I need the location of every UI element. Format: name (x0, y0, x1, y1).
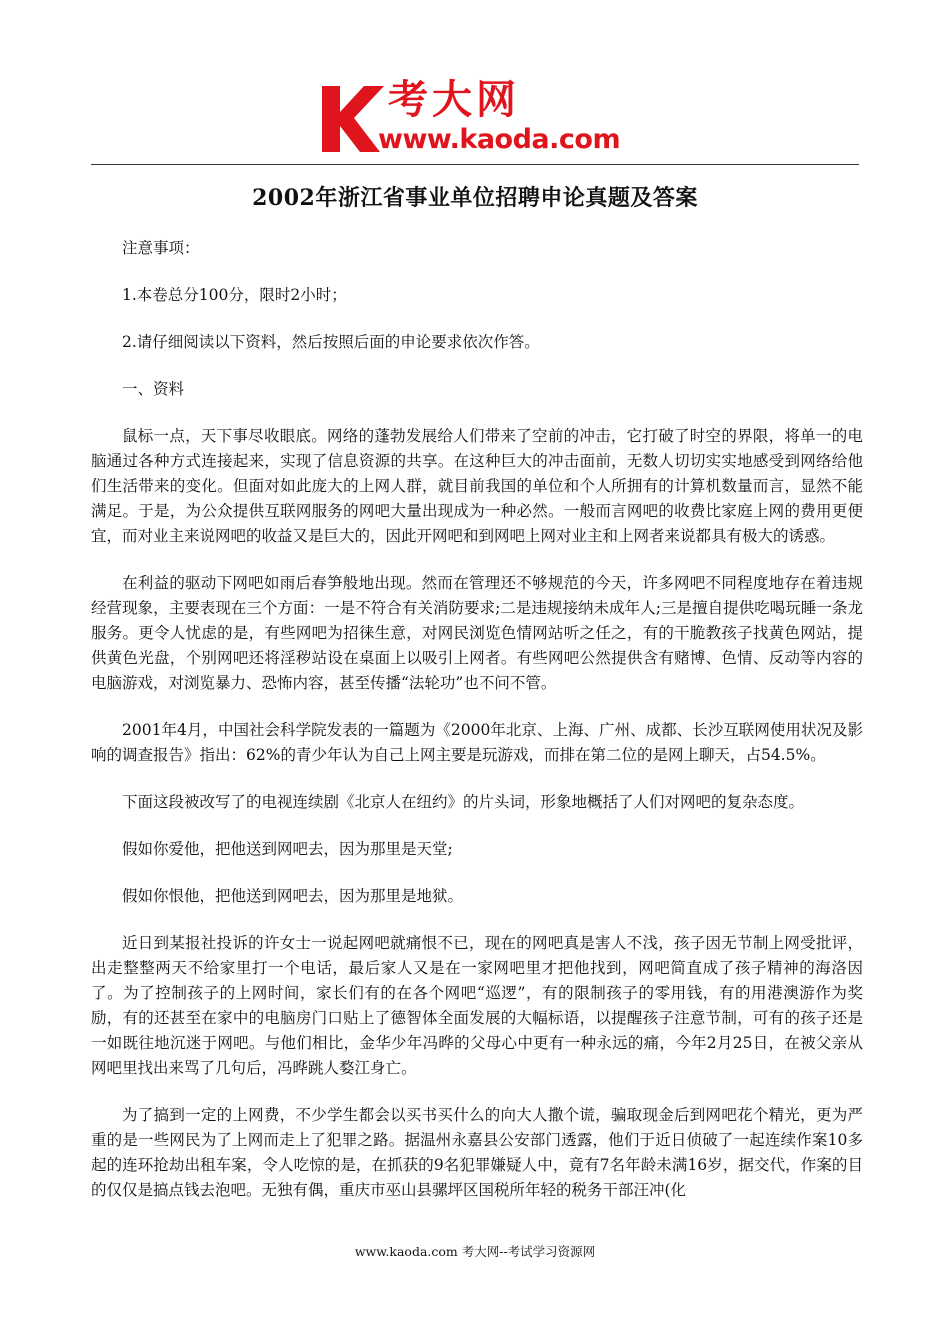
logo-url-text: www.kaoda.com (378, 124, 621, 155)
k-logo-icon (316, 82, 386, 156)
paragraph: 在利益的驱动下网吧如雨后春笋般地出现。然而在管理还不够规范的今天，许多网吧不同程度地存在着违规经营现象，主要表现在三个方面：一是不符合有关消防要求;二是违规接纳未成年人;三是擅自提供吃喝玩睡一条龙服务。更令人忧虑的是，有些网吧为招徕生意，对网民浏览色情网站听之任之，有的干脆教孩子找黄色网站，提供黄色光盘，个别网吧还将淫秽站设在桌面上以吸引上网者。有些网吧公然提供含有赌博、色情、反动等内容的电脑游戏，对浏览暴力、恐怖内容，甚至传播“法轮功”也不问不管。 (91, 574, 863, 692)
paragraph-notice-1: 1.本卷总分100分，限时2小时； (122, 286, 347, 304)
logo-brand-text: 考大网 (388, 77, 520, 123)
document-body (91, 236, 863, 1225)
paragraph: 2001年4月，中国社会科学院发表的一篇题为《2000年北京、上海、广州、成都、长沙互联网使用状况及影响的调查报告》指出：62%的青少年认为自己上网主要是玩游戏，而排在第二位的是网上聊天，占54.5%。 (91, 721, 863, 764)
paragraph: 假如你爱他，把他送到网吧去，因为那里是天堂; (122, 840, 453, 858)
paragraph: 为了搞到一定的上网费，不少学生都会以买书买什么的向大人撒个谎，骗取现金后到网吧花个精光，更为严重的是一些网民为了上网而走上了犯罪之路。据温州永嘉县公安部门透露，他们于近日侦破了一起连续作案10多起的连环抢劫出租车案，令人吃惊的是，在抓获的9名犯罪嫌疑人中，竟有7名年龄未满16岁，据交代，作案的目的仅仅是搞点钱去泡吧。无独有偶，重庆市巫山县骡坪区国税所年轻的税务干部汪冲(化 (91, 1106, 863, 1199)
paragraph: 假如你恨他，把他送到网吧去，因为那里是地狱。 (122, 887, 464, 905)
header-divider (91, 164, 859, 165)
kaoda-logo[interactable] (316, 78, 646, 160)
paragraph: 鼠标一点，天下事尽收眼底。网络的蓬勃发展给人们带来了空前的冲击，它打破了时空的界限，将单一的电脑通过各种方式连接起来，实现了信息资源的共享。在这种巨大的冲击面前，无数人切切实实地感受到网络给他们生活带来的变化。但面对如此庞大的上网人群，就目前我国的单位和个人所拥有的计算机数量而言，显然不能满足。于是，为公众提供互联网服务的网吧大量出现成为一种必然。一般而言网吧的收费比家庭上网的费用更便宜，而对业主来说网吧的收益又是巨大的，因此开网吧和到网吧上网对业主和上网者来说都具有极大的诱惑。 (91, 427, 863, 545)
document-title: 2002年浙江省事业单位招聘申论真题及答案 (252, 185, 698, 211)
paragraph: 近日到某报社投诉的许女士一说起网吧就痛恨不已，现在的网吧真是害人不浅，孩子因无节制上网受批评，出走整整两天不给家里打一个电话，最后家人又是在一家网吧里才把他找到，网吧简直成了孩子精神的海洛因了。为了控制孩子的上网时间，家长们有的在各个网吧“巡逻”，有的限制孩子的零用钱，有的用港澳游作为奖励，有的还甚至在家中的电脑房门口贴上了德智体全面发展的大幅标语，以提醒孩子注意节制，可有的孩子还是一如既往地沉迷于网吧。与他们相比，金华少年冯晔的父母心中更有一种永远的痛，今年2月25日，在被父亲从网吧里找出来骂了几句后，冯晔跳人婺江身亡。 (91, 934, 863, 1077)
paragraph-notice-2: 2.请仔细阅读以下资料，然后按照后面的申论要求依次作答。 (122, 333, 540, 351)
page-footer[interactable]: www.kaoda.com 考大网--考试学习资源网 (354, 1244, 596, 1259)
paragraph: 下面这段被改写了的电视连续剧《北京人在纽约》的片头词，形象地概括了人们对网吧的复杂态度。 (122, 793, 805, 811)
paragraph-notice-heading: 注意事项： (122, 239, 200, 257)
section-heading-materials: 一、资料 (122, 380, 185, 398)
page-header (0, 0, 950, 170)
